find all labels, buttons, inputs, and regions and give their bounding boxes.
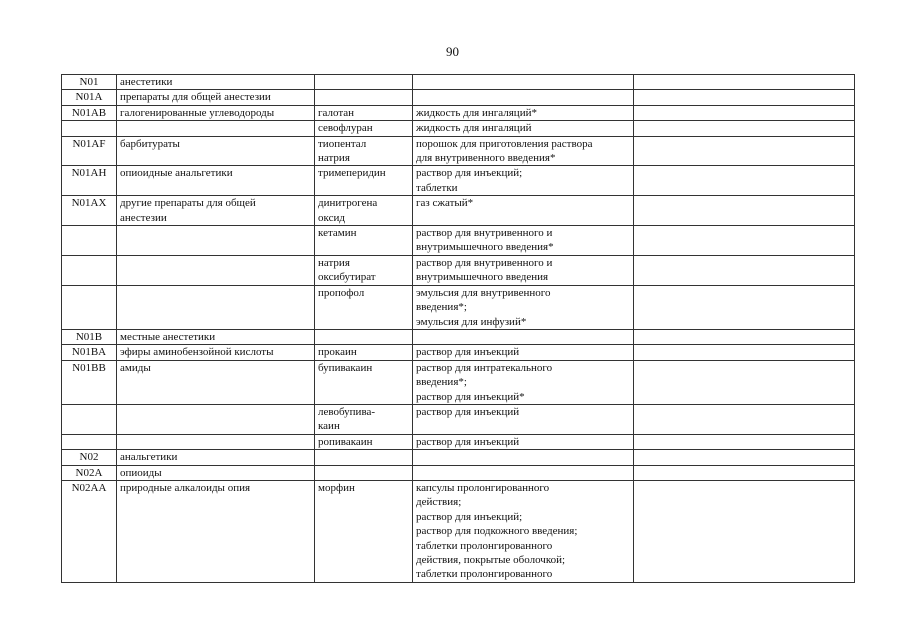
atc-code-cell: N01B bbox=[62, 329, 117, 344]
group-name-cell: местные анестетики bbox=[117, 329, 315, 344]
extra-cell bbox=[634, 136, 855, 166]
table-row bbox=[62, 465, 855, 480]
drug-name-cell bbox=[315, 465, 413, 480]
extra-cell bbox=[634, 166, 855, 196]
drug-name-cell: пропофол bbox=[315, 285, 413, 329]
table-row bbox=[62, 329, 855, 344]
dosage-form-cell bbox=[413, 329, 634, 344]
group-name-cell bbox=[117, 285, 315, 329]
dosage-form-cell: раствор для инъекций; таблетки bbox=[413, 166, 634, 196]
dosage-form-cell bbox=[413, 90, 634, 105]
drug-name-cell: морфин bbox=[315, 480, 413, 582]
table-row bbox=[62, 285, 855, 329]
drug-name-cell: ропивакаин bbox=[315, 434, 413, 449]
drug-name-cell: левобупива- каин bbox=[315, 404, 413, 434]
extra-cell bbox=[634, 75, 855, 90]
group-name-cell bbox=[117, 434, 315, 449]
table-row bbox=[62, 345, 855, 360]
table-row bbox=[62, 105, 855, 120]
atc-code-cell: N02AA bbox=[62, 480, 117, 582]
drug-name-cell bbox=[315, 329, 413, 344]
drug-name-cell bbox=[315, 90, 413, 105]
atc-code-cell bbox=[62, 404, 117, 434]
drug-name-cell: бупивакаин bbox=[315, 360, 413, 404]
drug-name-cell: галотан bbox=[315, 105, 413, 120]
atc-code-cell: N01 bbox=[62, 75, 117, 90]
table-row bbox=[62, 136, 855, 166]
extra-cell bbox=[634, 226, 855, 256]
drug-name-cell: тримеперидин bbox=[315, 166, 413, 196]
group-name-cell: другие препараты для общей анестезии bbox=[117, 196, 315, 226]
atc-code-cell bbox=[62, 121, 117, 136]
group-name-cell: препараты для общей анестезии bbox=[117, 90, 315, 105]
atc-code-cell bbox=[62, 285, 117, 329]
table-row bbox=[62, 480, 855, 582]
atc-code-cell: N01AF bbox=[62, 136, 117, 166]
drug-name-cell bbox=[315, 75, 413, 90]
group-name-cell: опиоиды bbox=[117, 465, 315, 480]
group-name-cell bbox=[117, 226, 315, 256]
table-row bbox=[62, 90, 855, 105]
extra-cell bbox=[634, 465, 855, 480]
dosage-form-cell bbox=[413, 465, 634, 480]
table-row bbox=[62, 166, 855, 196]
atc-code-cell: N01A bbox=[62, 90, 117, 105]
group-name-cell: амиды bbox=[117, 360, 315, 404]
group-name-cell bbox=[117, 404, 315, 434]
atc-code-cell: N01AH bbox=[62, 166, 117, 196]
extra-cell bbox=[634, 345, 855, 360]
atc-code-cell: N01AX bbox=[62, 196, 117, 226]
drug-name-cell: севофлуран bbox=[315, 121, 413, 136]
table-row bbox=[62, 404, 855, 434]
atc-code-cell: N01AB bbox=[62, 105, 117, 120]
dosage-form-cell: раствор для инъекций bbox=[413, 404, 634, 434]
drug-name-cell: динитрогена оксид bbox=[315, 196, 413, 226]
dosage-form-cell: раствор для инъекций bbox=[413, 345, 634, 360]
group-name-cell: анестетики bbox=[117, 75, 315, 90]
drug-table-body bbox=[62, 75, 855, 583]
atc-code-cell: N02A bbox=[62, 465, 117, 480]
group-name-cell: галогенированные углеводороды bbox=[117, 105, 315, 120]
group-name-cell: барбитураты bbox=[117, 136, 315, 166]
dosage-form-cell: раствор для интратекального введения*; раствор для инъекций* bbox=[413, 360, 634, 404]
extra-cell bbox=[634, 196, 855, 226]
page-number: 90 bbox=[446, 44, 459, 59]
dosage-form-cell: раствор для инъекций bbox=[413, 434, 634, 449]
group-name-cell bbox=[117, 255, 315, 285]
drug-name-cell: кетамин bbox=[315, 226, 413, 256]
group-name-cell bbox=[117, 121, 315, 136]
table-row bbox=[62, 450, 855, 465]
extra-cell bbox=[634, 434, 855, 449]
drug-name-cell: натрия оксибутират bbox=[315, 255, 413, 285]
table-row bbox=[62, 121, 855, 136]
dosage-form-cell bbox=[413, 75, 634, 90]
table-row bbox=[62, 360, 855, 404]
atc-code-cell: N02 bbox=[62, 450, 117, 465]
extra-cell bbox=[634, 90, 855, 105]
atc-code-cell bbox=[62, 255, 117, 285]
atc-code-cell bbox=[62, 434, 117, 449]
extra-cell bbox=[634, 480, 855, 582]
table-row bbox=[62, 226, 855, 256]
extra-cell bbox=[634, 255, 855, 285]
group-name-cell: опиоидные анальгетики bbox=[117, 166, 315, 196]
extra-cell bbox=[634, 105, 855, 120]
extra-cell bbox=[634, 404, 855, 434]
extra-cell bbox=[634, 329, 855, 344]
extra-cell bbox=[634, 360, 855, 404]
extra-cell bbox=[634, 121, 855, 136]
drug-name-cell: прокаин bbox=[315, 345, 413, 360]
atc-code-cell bbox=[62, 226, 117, 256]
drug-table bbox=[61, 74, 855, 583]
dosage-form-cell: капсулы пролонгированного действия; раствор для инъекций; раствор для подкожного введения; таблетки пролонгированного действия, покрытые оболочкой; таблетки пролонгированного bbox=[413, 480, 634, 582]
dosage-form-cell: жидкость для ингаляций bbox=[413, 121, 634, 136]
dosage-form-cell: раствор для внутривенного и внутримышечного введения* bbox=[413, 226, 634, 256]
group-name-cell: анальгетики bbox=[117, 450, 315, 465]
atc-code-cell: N01BB bbox=[62, 360, 117, 404]
dosage-form-cell: жидкость для ингаляций* bbox=[413, 105, 634, 120]
extra-cell bbox=[634, 285, 855, 329]
table-row bbox=[62, 255, 855, 285]
group-name-cell: эфиры аминобензойной кислоты bbox=[117, 345, 315, 360]
drug-name-cell: тиопентал натрия bbox=[315, 136, 413, 166]
dosage-form-cell: газ сжатый* bbox=[413, 196, 634, 226]
table-row bbox=[62, 434, 855, 449]
extra-cell bbox=[634, 450, 855, 465]
drug-name-cell bbox=[315, 450, 413, 465]
table-row bbox=[62, 196, 855, 226]
dosage-form-cell bbox=[413, 450, 634, 465]
dosage-form-cell: порошок для приготовления раствора для внутривенного введения* bbox=[413, 136, 634, 166]
dosage-form-cell: раствор для внутривенного и внутримышечного введения bbox=[413, 255, 634, 285]
table-row bbox=[62, 75, 855, 90]
dosage-form-cell: эмульсия для внутривенного введения*; эмульсия для инфузий* bbox=[413, 285, 634, 329]
atc-code-cell: N01BA bbox=[62, 345, 117, 360]
group-name-cell: природные алкалоиды опия bbox=[117, 480, 315, 582]
